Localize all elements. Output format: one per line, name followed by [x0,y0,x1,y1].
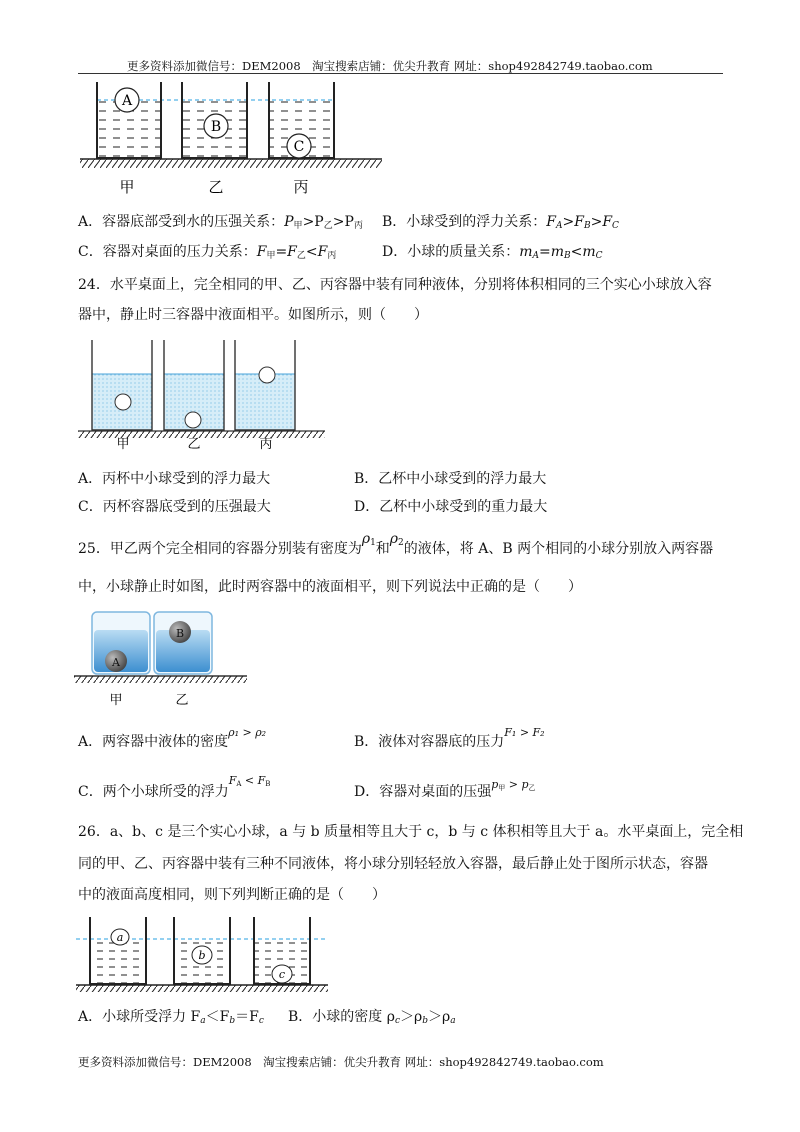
label-jia: 甲 [119,178,135,196]
q26-stem-line2: 同的甲、乙、丙容器中装有三种不同液体，将小球分别轻轻放入容器，最后静止处于图所示状态，容器 [78,856,708,872]
svg-text:B: B [175,627,185,640]
q24-label-yi: 乙 [187,437,201,452]
q23-option-d: D．小球的质量关系：$m_A=m_B<m_C$ [382,244,603,261]
header-rule [78,73,723,74]
svg-text:A: A [112,656,120,669]
svg-text:C: C [293,139,305,155]
page-header: 更多资料添加微信号：DEM2008 淘宝搜索店铺：优尖升教育 网址：shop492842749.taobao.com [127,59,653,73]
q26-figure [72,915,332,997]
q26-option-b: B．小球的密度 $\rho_c>\rho_b>\rho_a$ [288,1009,456,1026]
q24-option-d: D．乙杯中小球受到的重力最大 [354,499,548,515]
q24-label-bing: 丙 [259,437,273,452]
svg-text:c: c [278,968,286,981]
q23-option-a: A．容器底部受到水的压强关系：$P_甲>P_乙>P_丙$ [78,214,363,231]
q25-stem-line1: 25．甲乙两个完全相同的容器分别装有密度为$\rho^1$和$\rho^2$的液体，将 A、B 两个相同的小球分别放入两容器 [78,531,714,557]
q25-option-c: C．两个小球所受的浮力$^{F_A < F_B}$ [78,774,271,800]
q25-stem-line2: 中，小球静止时如图，此时两容器中的液面相平，则下列说法中正确的是（ ） [78,579,582,595]
ball-c [287,134,311,158]
q25-option-a: A．两容器中液体的密度$^{\rho_1 > \rho_2}$ [78,726,267,750]
ball-b [204,114,228,138]
q24-stem-line1: 24．水平桌面上，完全相同的甲、乙、丙容器中装有同种液体，分别将体积相同的三个实心小球放入容 [78,277,712,293]
q24-figure [70,338,340,453]
q25-label-yi: 乙 [175,693,189,708]
svg-text:B: B [210,119,222,135]
svg-text:b: b [198,949,206,962]
q25-label-jia: 甲 [109,693,123,708]
q24-stem-line2: 器中，静止时三容器中液面相平。如图所示，则（ ） [78,307,428,323]
svg-text:A: A [121,93,133,109]
page-footer: 更多资料添加微信号：DEM2008 淘宝搜索店铺：优尖升教育 网址：shop492842749.taobao.com [78,1055,604,1069]
q26-ball-b [192,946,212,964]
svg-text:a: a [116,931,124,944]
q23-figure [70,80,390,200]
q24-option-c: C．丙杯容器底受到的压强最大 [78,499,271,515]
q24-option-a: A．丙杯中小球受到的浮力最大 [78,471,271,487]
q24-option-b: B．乙杯中小球受到的浮力最大 [354,471,547,487]
q26-ball-a [111,929,129,945]
ball-a [115,88,139,112]
label-bing: 丙 [293,178,309,196]
q25-figure [72,608,262,708]
q24-label-jia: 甲 [116,437,130,452]
q26-ball-c [272,965,292,983]
q26-option-a: A．小球所受浮力 $F_a<F_b=F_c$ [78,1009,264,1026]
label-yi: 乙 [208,178,224,196]
q25-option-b: B．液体对容器底的压力$^{F_1 > F_2}$ [354,726,545,750]
q26-stem-line1: 26．a、b、c 是三个实心小球，a 与 b 质量相等且大于 c，b 与 c 体积相等且大于 a。水平桌面上，完全相 [78,824,744,840]
q23-option-b: B．小球受到的浮力关系：$F_A>F_B>F_C$ [382,214,619,231]
q25-option-d: D．容器对桌面的压强$^{p_甲 > p_乙}$ [354,778,536,800]
q23-option-c: C．容器对桌面的压力关系：$F_甲=F_乙<F_丙$ [78,244,337,261]
q26-stem-line3: 中的液面高度相同，则下列判断正确的是（ ） [78,887,386,903]
